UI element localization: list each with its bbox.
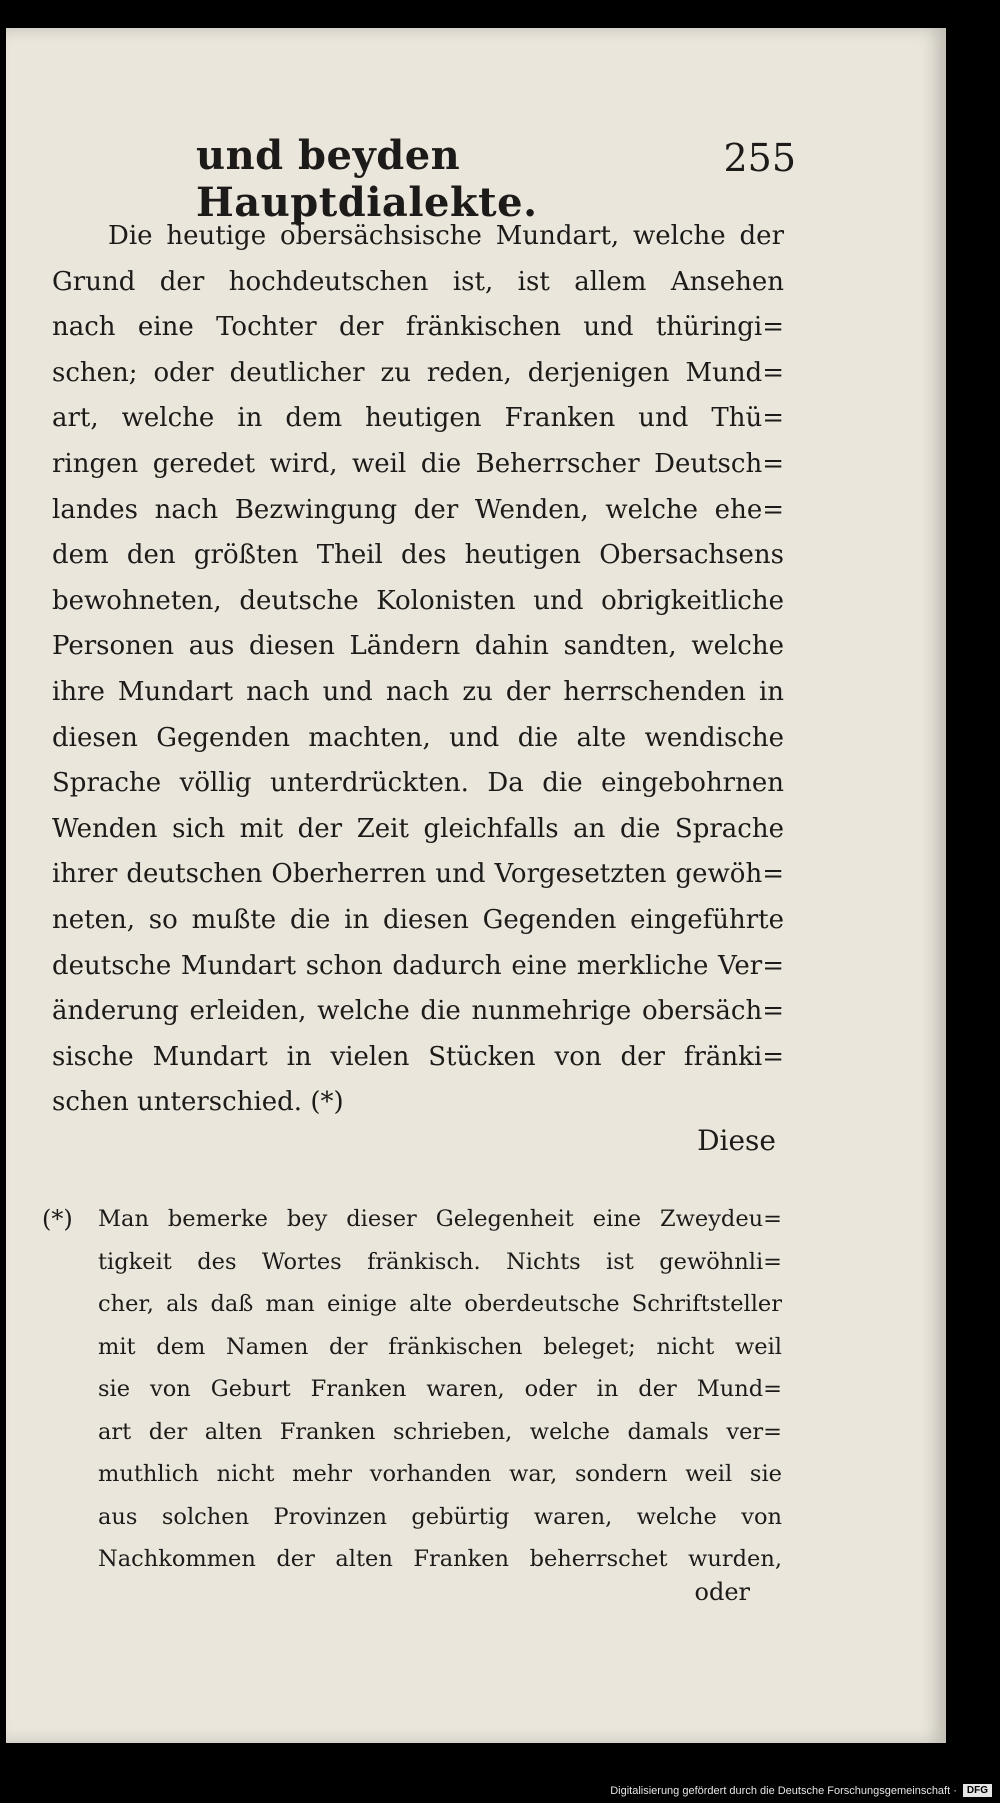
footnote-line: aus solchen Provinzen gebürtig waren, welche von	[98, 1503, 782, 1530]
main-text	[52, 214, 784, 1126]
text-line: deutsche Mundart schon dadurch eine merkliche Ver=	[52, 950, 784, 981]
footnote-line: art der alten Franken schrieben, welche damals ver=	[98, 1418, 782, 1445]
text-line: Die heutige obersächsische Mundart, welche der	[108, 221, 784, 251]
digitization-credit	[610, 1784, 992, 1797]
catchword: Diese	[697, 1124, 776, 1157]
text-line: diesen Gegenden machten, und die alte wendische	[52, 722, 784, 753]
footnote	[42, 1198, 782, 1581]
footnote-line: Nachkommen der alten Franken beherrschet wurden,	[98, 1546, 782, 1572]
text-line: landes nach Bezwingung der Wenden, welche ehe=	[52, 494, 784, 525]
credit-text: Digitalisierung gefördert durch die Deutsche Forschungsgemeinschaft ·	[610, 1784, 957, 1797]
text-line: art, welche in dem heutigen Franken und Thü=	[52, 403, 784, 434]
text-line: Sprache völlig unterdrückten. Da die eingebohrnen	[52, 768, 784, 799]
text-line: schen; oder deutlicher zu reden, derjenigen Mund=	[52, 357, 784, 388]
text-line: neten, so mußte die in diesen Gegenden eingeführte	[52, 904, 784, 935]
text-line: Personen aus diesen Ländern dahin sandten, welche	[52, 631, 784, 662]
text-line: ringen geredet wird, weil die Beherrscher Deutsch=	[52, 448, 784, 479]
text-line: Wenden sich mit der Zeit gleichfalls an die Sprache	[52, 813, 784, 844]
text-line: ihrer deutschen Oberherren und Vorgesetzten gewöh=	[52, 859, 784, 890]
text-line: änderung erleiden, welche die nunmehrige obersäch=	[52, 996, 784, 1027]
footnote-line: mit dem Namen der fränkischen beleget; nicht weil	[98, 1333, 782, 1360]
text-line: ihre Mundart nach und nach zu der herrschenden in	[52, 676, 784, 707]
footnote-line: tigkeit des Wortes fränkisch. Nichts ist gewöhnli=	[98, 1248, 782, 1275]
footnote-catchword: oder	[694, 1578, 750, 1606]
dfg-logo-icon: DFG	[963, 1784, 992, 1797]
footnote-marker: (*)	[42, 1205, 73, 1233]
text-line: Grund der hochdeutschen ist, ist allem Ansehen	[52, 266, 784, 297]
footnote-line: muthlich nicht mehr vorhanden war, sondern weil sie	[98, 1461, 782, 1487]
page-header	[196, 114, 796, 226]
footnote-line: Man bemerke bey dieser Gelegenheit eine Zweydeu=	[98, 1206, 782, 1232]
text-line: sische Mundart in vielen Stücken von der fränki=	[52, 1041, 784, 1072]
running-title: und beyden Hauptdialekte.	[196, 132, 538, 226]
text-line: bewohneten, deutsche Kolonisten und obrigkeitliche	[52, 585, 784, 616]
page-number: 255	[723, 136, 796, 180]
footnote-line: cher, als daß man einige alte oberdeutsche Schriftsteller	[98, 1291, 782, 1317]
text-line: nach eine Tochter der fränkischen und thüringi=	[52, 312, 784, 343]
footnote-line: sie von Geburt Franken waren, oder in der Mund=	[98, 1376, 782, 1402]
text-line: schen unterschied. (*)	[52, 1087, 344, 1118]
text-line: dem den größten Theil des heutigen Obersachsens	[52, 540, 784, 571]
book-page	[6, 28, 946, 1743]
